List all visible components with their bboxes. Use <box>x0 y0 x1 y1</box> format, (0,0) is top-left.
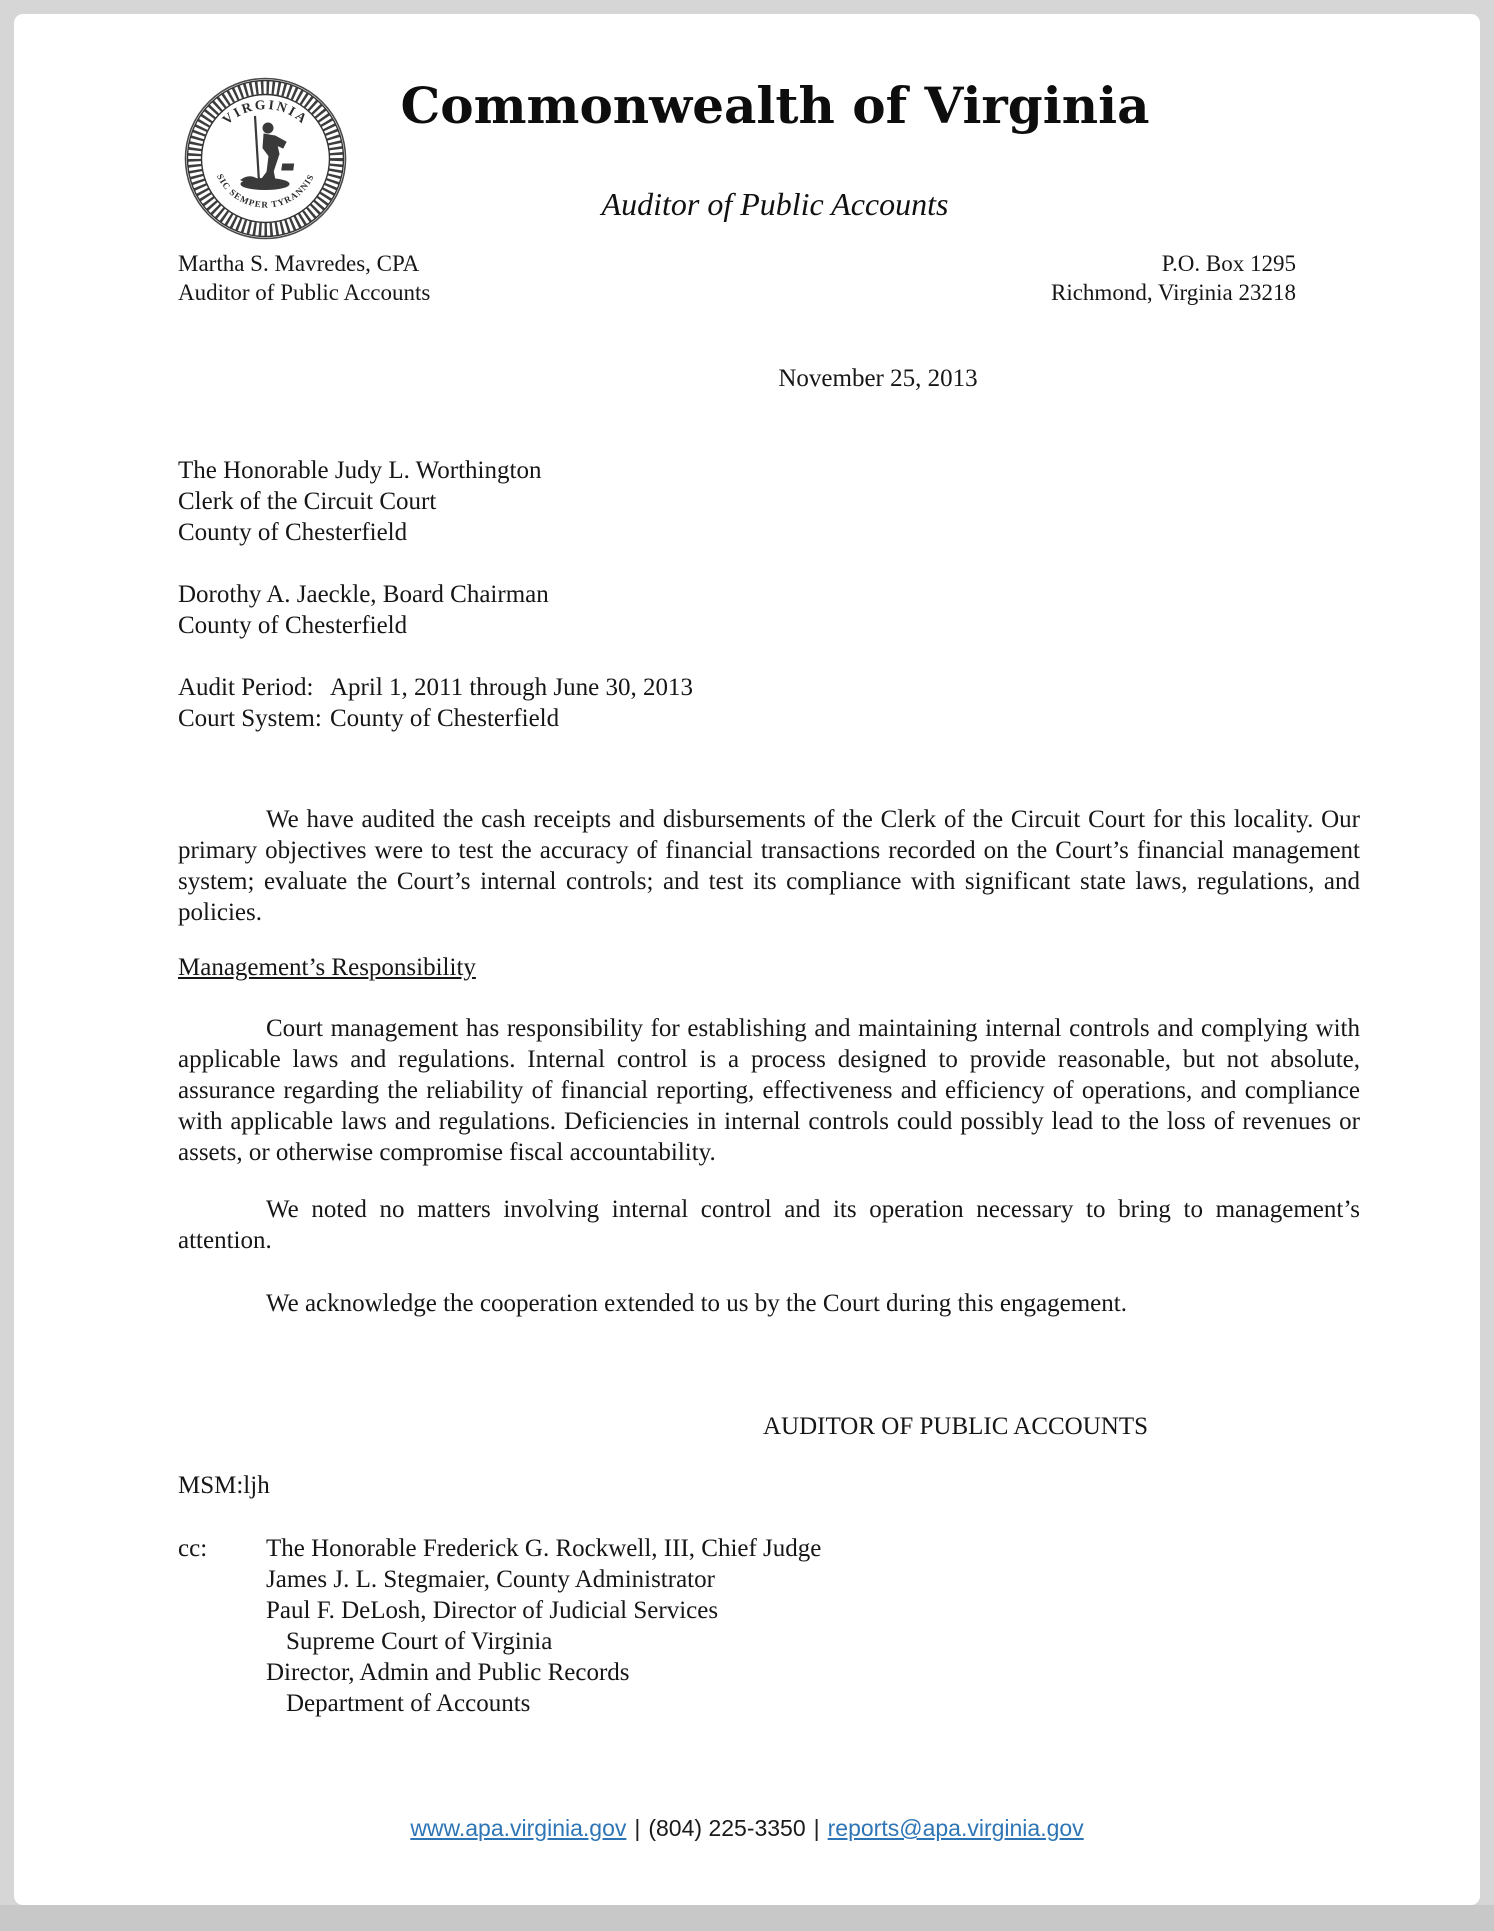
official-name: Martha S. Mavredes, CPA <box>178 251 420 276</box>
recipient-block-1 <box>178 455 1360 548</box>
paragraph-text: We have audited the cash receipts and disbursements of the Clerk of the Circuit Court for this locality. Our primary objectives were to test the accuracy of financial transactions recorded on the Court’s financial management system; evaluate the Court’s internal controls; and test its compliance with significant state laws, regulations, and policies. <box>178 806 1360 926</box>
contact-footer <box>14 1815 1480 1842</box>
reference-row <box>178 672 1360 703</box>
paragraph-text: We acknowledge the cooperation extended to us by the Court during this engagement. <box>266 1290 1127 1317</box>
cc-recipient-org: Department of Accounts <box>286 1690 531 1717</box>
recipient-line: The Honorable Judy L. Worthington <box>178 457 542 484</box>
cc-list <box>266 1533 821 1719</box>
paragraph-acknowledgement <box>178 1288 1360 1319</box>
paragraph-audit-scope <box>178 804 1360 928</box>
recipient-line: County of Chesterfield <box>178 519 408 546</box>
address-line-1: P.O. Box 1295 <box>1161 251 1296 276</box>
paragraph-management-responsibility <box>178 1013 1360 1168</box>
footer-separator: | <box>813 1815 820 1841</box>
letterhead-subtitle: Auditor of Public Accounts <box>601 186 949 222</box>
seal-top-text: VIRGINIA <box>219 96 312 128</box>
reference-value: County of Chesterfield <box>330 705 560 732</box>
cc-label: cc: <box>178 1535 208 1562</box>
official-info <box>178 249 430 307</box>
website-link[interactable]: www.apa.virginia.gov <box>410 1815 627 1841</box>
recipient-line: County of Chesterfield <box>178 612 408 639</box>
signature-organization: AUDITOR OF PUBLIC ACCOUNTS <box>763 1413 1149 1440</box>
cc-block <box>178 1533 1360 1719</box>
seal-bottom-text: SIC SEMPER TYRANNIS <box>214 172 317 210</box>
reference-label: Court System: <box>178 705 322 732</box>
address-line-2: Richmond, Virginia 23218 <box>1050 280 1296 305</box>
letter-body <box>178 363 1360 1719</box>
paragraph-no-matters-noted <box>178 1194 1360 1256</box>
letter-page <box>14 14 1480 1905</box>
section-heading-managements-responsibility: Management’s Responsibility <box>178 954 476 981</box>
audit-reference <box>178 672 1360 734</box>
reference-label: Audit Period: <box>178 674 314 701</box>
paragraph-text: Court management has responsibility for establishing and maintaining internal controls and complying with applicable laws and regulations. Internal control is a process designed to provide reasonable, but not absolute, assurance regarding the reliability of financial reporting, effectiveness and efficiency of operations, and compliance with applicable laws and regulations. Deficiencies in internal controls could possibly lead to the loss of revenues or assets, or otherwise compromise fiscal accountability. <box>178 1015 1360 1166</box>
recipient-line: Dorothy A. Jaeckle, Board Chairman <box>178 581 549 608</box>
cc-recipient: James J. L. Stegmaier, County Administrator <box>266 1566 715 1593</box>
cc-recipient: The Honorable Frederick G. Rockwell, III, Chief Judge <box>266 1535 822 1562</box>
letterhead-title: Commonwealth of Virginia <box>400 76 1150 135</box>
recipient-line: Clerk of the Circuit Court <box>178 488 437 515</box>
reference-row <box>178 703 1360 734</box>
official-title: Auditor of Public Accounts <box>178 280 431 305</box>
cc-recipient: Director, Admin and Public Records <box>266 1659 630 1686</box>
reference-initials: MSM:ljh <box>178 1472 270 1499</box>
email-link[interactable]: reports@apa.virginia.gov <box>827 1815 1084 1841</box>
office-address <box>1051 249 1296 307</box>
footer-separator: | <box>634 1815 641 1841</box>
cc-recipient: Paul F. DeLosh, Director of Judicial Services <box>266 1597 719 1624</box>
reference-value: April 1, 2011 through June 30, 2013 <box>330 674 693 701</box>
phone-number: (804) 225-3350 <box>648 1815 806 1841</box>
viewer-bottom-bar <box>0 1905 1494 1931</box>
paragraph-text: We noted no matters involving internal control and its operation necessary to bring to management’s attention. <box>178 1196 1360 1254</box>
recipient-block-2 <box>178 579 1360 641</box>
cc-recipient-org: Supreme Court of Virginia <box>286 1628 553 1655</box>
letter-date: November 25, 2013 <box>778 365 978 392</box>
